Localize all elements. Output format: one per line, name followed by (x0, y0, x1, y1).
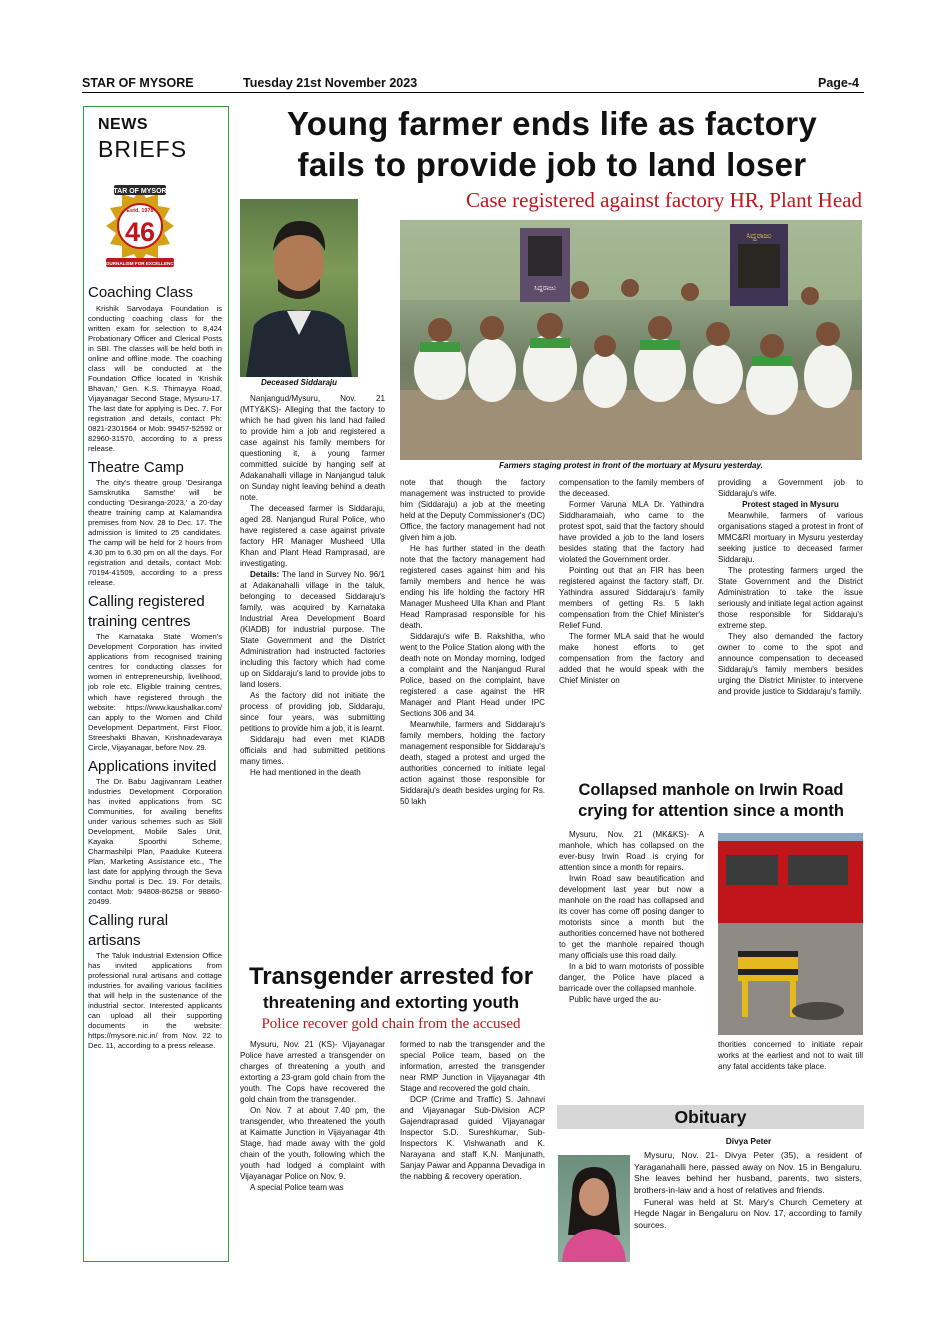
paragraph: Siddaraju's wife B. Rakshitha, who went to the Police Station along with the death note on Monday morning, lodged a complaint and the Nanjangud Rural Police, based on the complaint, have registered a case against the HR Manager and Plant Head under IPC Sections 306 and 34. (400, 632, 545, 718)
paragraph: Mysuru, Nov. 21- Divya Peter (35), a resident of Yaraganahalli here, passed away on Nov. 15 in Bengaluru. She leaves behind her husband, parents, two sisters, brothers-in-law and a host of relatives and friends. (634, 1150, 862, 1196)
brief-title: Coaching Class (88, 284, 194, 301)
paragraph: As the factory did not initiate the process of providing job, Siddaraju, since four years, was submitting petitions to provide him a job, it is learnt. (240, 691, 385, 733)
manhole-col1 (559, 829, 704, 1005)
main-subhead: Case registered against factory HR, Plant Head (466, 188, 862, 212)
main-story-col1 (240, 393, 385, 778)
paragraph: formed to nab the transgender and the special Police team, based on the information, arrested the transgender near RMP Junction in Vijayanagar 4th Stage and recovered the gold chain. (400, 1040, 545, 1093)
paragraph: A special Police team was (250, 1183, 344, 1192)
banner-2: ಸಿದ್ದರಾಜು (746, 231, 772, 240)
manhole-col2 (718, 1039, 863, 1072)
main-headline (236, 104, 868, 185)
brief-title: Theatre Camp (88, 458, 184, 476)
paragraph: Pointing out that an FIR has been registered against the factory staff, Dr. Yathindra assured Siddaraju's family members of getting Rs. 5 lakh compensation from the Chief Minister's Relief Fund. (559, 566, 704, 630)
main-headline-line2: fails to provide job to land loser (297, 145, 807, 183)
transgender-col1 (240, 1039, 385, 1193)
paragraph: Siddaraju had even met KIADB officials and had submitted petitions many times. (240, 735, 385, 766)
paragraph: Meanwhile, farmers of various organisations staged a protest in front of MMC&RI mortuary in Mysuru yesterday seeking justice to deceased farmer Siddaraju. (718, 511, 863, 564)
paragraph: thorities concerned to initiate repair works at the earliest and not to wait till any fatal accidents take place. (718, 1040, 863, 1071)
portrait-photo (240, 199, 358, 377)
paragraph: Mysuru, Nov. 21 (MK&KS)- A manhole, which has collapsed on the ever-busy Irwin Road is crying for attention since a month for repairs. (559, 830, 704, 872)
brief-title: Calling registered training centres (88, 593, 205, 630)
paragraph: providing a Government job to Siddaraju's wife. (718, 478, 863, 498)
brief-title: Applications invited (88, 757, 217, 775)
manhole-headline-line1: Collapsed manhole on Irwin Road (578, 781, 844, 799)
brief-theatre-camp (88, 458, 222, 589)
obituary-heading-bar (557, 1105, 864, 1129)
paragraph: Irwin Road saw beautification and development last year but now a manhole on the road has collapsed and its cover has come off posing danger to motorists since a month but the authorities concerned have not bothered to get the manhole repaired though many officials use this road daily. (559, 874, 704, 960)
brief-text: The Karnataka State Women's Development Corporation has invited applications from recognised training centres for conducting classes for women in entrepreneurship, livelihood, job role etc. Eligible training centres, which have registered through the website: https://www.kaushalkar.com/ can apply to the Women and Child Development Department, First Floor, Streeshakti Bhavan, Krishnadevaraya Circle, Vijayanagar, before Nov. 29. (88, 632, 222, 752)
paragraph: Public have urged the au- (569, 995, 662, 1004)
main-story-col2 (400, 477, 545, 807)
brief-coaching-class (88, 283, 222, 454)
brief-text: The Dr. Babu Jagjivanram Leather Industries Development Corporation has invited applications from SC Communities, for availing benefits under various schemes such as Skill Development, Mobile Sales Unit, Kayaka Spoorthi Scheme, Charmashilpi Plan, Paaduke Kuteera Plan, Marketing Assistance etc., The last date for applying through the Seva Sindhu portal is Dec. 19. For details, contact Mob: 94808-86258 or 98860-20499. (88, 777, 222, 907)
paragraph-text: The land in Survey No. 96/1 at Adakanahalli village in the taluk, belonging to deceased Siddaraju's family, was acquired by Karnataka Industrial Area Development Board (KIADB) for industrial purpose. The State Government and the District Administration had instructed factories including this factory which had come up on Siddaraju's land to provide jobs to land losers. (240, 570, 385, 689)
brief-applications-invited (88, 757, 222, 908)
transgender-col2 (400, 1039, 545, 1182)
paragraph: Meanwhile, farmers and Siddaraju's family members, holding the factory management responsible for Siddaraju's death, staged a protest and urged the authorities concerned to initiate legal action against those responsible for Siddaraju's death besides urging for Rs. 50 lakh (400, 720, 545, 806)
logo-ribbon: JOURNALISM FOR EXCELLENCE (103, 261, 177, 266)
logo-number: 46 (124, 217, 156, 247)
paragraph: The deceased farmer is Siddaraju, aged 28. Nanjangud Rural Police, who have registered a case against private factory HR Manager Musheed Ulla Khan and Plant Head Ramprasad, are investigating. (240, 504, 385, 568)
page-number: Page-4 (818, 76, 859, 90)
logo-estd: Estd. 1978 (126, 208, 154, 214)
paragraph: They also demanded the factory owner to come to the spot and announce compensation to deceased Siddaraju's family members besides urging the District Minister to intervene and provide justice to Siddaraju's family. (718, 632, 863, 696)
star-of-mysore-46-logo (92, 182, 188, 274)
obituary-name: Divya Peter (725, 1136, 772, 1146)
paragraph: Mysuru, Nov. 21 (KS)- Vijayanagar Police have arrested a transgender on charges of threatening a youth and extorting a 23-gram gold chain from the youth. The Cops have recovered the gold chain from the transgender. (240, 1040, 385, 1104)
main-story-col3 (559, 477, 704, 686)
paragraph: In a bid to warn motorists of possible danger, the Police have placed a barricade over the collapsed manhole. (559, 962, 704, 993)
paragraph: He has further stated in the death note that the factory management had registered cases against him and his family members and hence he was ending his life holding the factory HR Manager Musheed Ulla Khan and Plant Head Ramprasad responsible for his death. (400, 544, 545, 630)
paragraph: Former Varuna MLA Dr. Yathindra Siddharamaiah, who came to the protest spot, said that the factory should have provided a job to the land losers besides stating that the factory had violated the Government order. (559, 500, 704, 564)
news-label: NEWS (98, 116, 148, 133)
publication-name: STAR OF MYSORE (82, 76, 194, 90)
brief-title: Calling rural artisans (88, 912, 169, 949)
brief-text: The Taluk Industrial Extension Office has invited applications from professional rural artisans and cottage industries for availing various facilities that will help in the sustenance of the industrial sector. Interested applicants can upload all their supporting documents in the website: https://mysore.nic.in/ from Nov. 22 to Dec. 11, according to a press release. (88, 951, 222, 1051)
transgender-headline-line1: Transgender arrested for (248, 963, 534, 990)
paragraph: compensation to the family members of the deceased. (559, 478, 704, 498)
transgender-subhead: Police recover gold chain from the accused (261, 1015, 521, 1032)
details-label: Details: (250, 570, 280, 579)
paragraph: Nanjangud/Mysuru, Nov. 21 (MTY&KS)- Alleging that the factory to which he had given his land had failed to provide him a job and registered a case against his family members for questioning it, a young farmer committed suicide by hanging self at Adakanahalli village in Nanjangud taluk on Sunday night leaving behind a death note. (240, 394, 385, 502)
header-rule (82, 92, 864, 93)
paragraph: He had mentioned in the death (250, 768, 361, 777)
paragraph (240, 569, 385, 690)
manhole-headline (557, 780, 865, 823)
obituary-photo (558, 1155, 630, 1262)
paragraph: Funeral was held at St. Mary's Church Cemetery at Hegde Nagar in Bengaluru on Nov. 17, according to family sources. (634, 1196, 862, 1231)
paragraph: On Nov. 7 at about 7.40 pm, the transgender, who threatened the youth at Kaimatte Junction in Vijayanagar 4th Stage, had made away with the gold chain of the youth, following which the youth had lodged a complaint with Vijayanagar Police on Nov. 9. (240, 1106, 385, 1181)
obituary-text (634, 1150, 862, 1232)
logo-name: STAR OF MYSORE (108, 188, 172, 195)
brief-training-centres (88, 592, 222, 752)
obituary-heading: Obituary (674, 1107, 747, 1127)
main-headline-line1: Young farmer ends life as factory (286, 105, 818, 142)
issue-date: Tuesday 21st November 2023 (243, 76, 418, 90)
news-briefs-sidebar (83, 106, 229, 1262)
banner-1: ಸಿದ್ದರಾಜು (534, 284, 556, 292)
portrait-caption: Deceased Siddaraju (260, 378, 338, 387)
paragraph: The protesting farmers urged the State Government and the District Administration to take the issue seriously and initiate legal action against those responsible for Siddaraju's extreme step. (718, 566, 863, 630)
paragraph: note that though the factory management was instructed to provide him (Siddaraju) a job at the meeting held at the Deputy Commissioner's (DC) Office, the factory management had not given him a job. (400, 478, 545, 542)
brief-text: The city's theatre group 'Desiranga Samskrutika Samsthe' will be conducting 'Desiranga-2023,' a 20-day theatre training camp at Kalamandira premises from Nov. 28 to Dec. 17. The admission is limited to 25 candidates. The camp will be held for 2 hours from 4.30 pm to 6.30 pm on all the days. For registration and details, contact Mob: 70194-41509, according to a press release. (88, 478, 222, 588)
transgender-headline (241, 962, 541, 1033)
briefs-list (88, 279, 222, 1051)
main-story-col4 (718, 477, 863, 697)
brief-text: Krishik Sarvodaya Foundation is conducting coaching class for the written exam for selection to 8,424 Probationary Officer and Clerical Posts in SBI. The classes will be held both in online and offline mode. The coaching class will be conducted at the Foundation Office located in 'Krishik Bhavan,' Gen. K.S. Thimayya Road, Vijayanagar Second Stage, Mysuru-17. The last date for applying is Dec. 7. For registration and details, contact Ph: 0821-2301564 or Mob: 99457-52592 or 82960-31570, according to a press release. (88, 303, 222, 453)
brief-rural-artisans (88, 911, 222, 1051)
manhole-photo (718, 833, 863, 1035)
paragraph: The former MLA said that he would make honest efforts to get compensation from the factory and added that he would speak with the Chief Minister on (559, 632, 704, 685)
protest-photo-caption: Farmers staging protest in front of the mortuary at Mysuru yesterday. (499, 461, 763, 470)
protest-photo (400, 220, 862, 460)
paragraph: DCP (Crime and Traffic) S. Jahnavi and Vijayanagar Sub-Division ACP Gajendraprasad guided Vijayanagar Inspector S.D. Sureshkumar, Sub-Inspectors K. Vishwanath and K. Narayana and staff K.N. Manjunath, Sanjay Pawar and Appanna Devadiga in the nabbing & recovery operation. (400, 1095, 545, 1181)
col4-subhead: Protest staged in Mysuru (742, 500, 839, 509)
manhole-headline-line2: crying for attention since a month (578, 802, 844, 821)
briefs-label: BRIEFS (98, 136, 188, 162)
transgender-headline-line2: threatening and extorting youth (263, 993, 519, 1012)
